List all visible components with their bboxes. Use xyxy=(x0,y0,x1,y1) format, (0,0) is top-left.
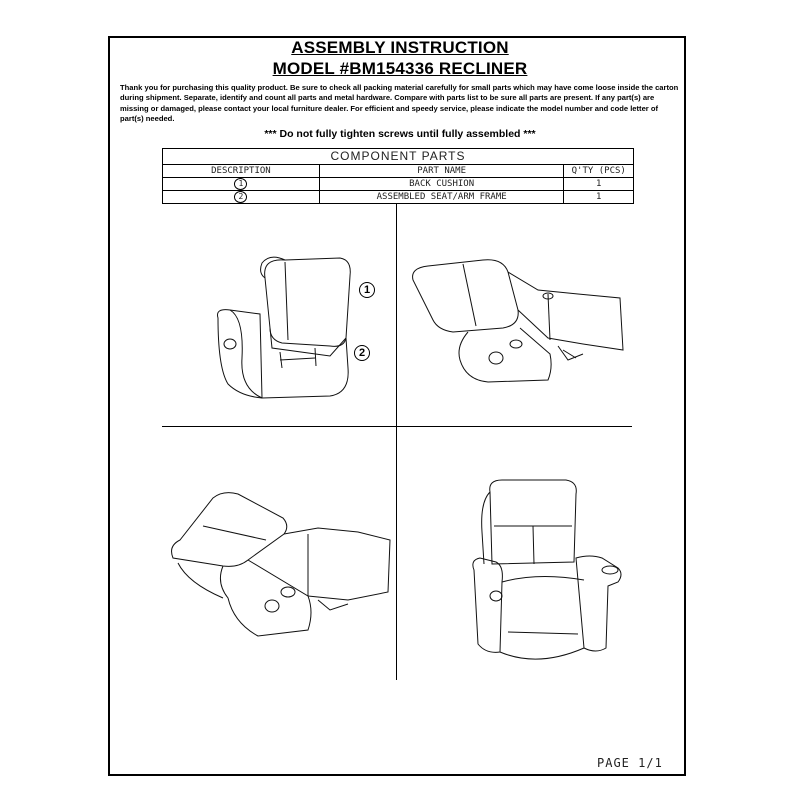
row-id-cell xyxy=(163,178,320,191)
qty-cell: 1 xyxy=(564,178,634,191)
column-header-description: DESCRIPTION xyxy=(163,165,320,178)
qty-cell: 1 xyxy=(564,191,634,204)
intro-paragraph: Thank you for purchasing this quality product. Be sure to check all packing material carefully for small parts which may have come loose inside the carton during shipment. Separate, identify and count all parts and metal hardware. Compare with parts list to be sure all parts are present. If any part(s) are missing or damaged, please contact your local furniture dealer. For efficient and speedy service, please indicate the model number and code letter of part(s) needed. xyxy=(120,83,679,123)
table-row xyxy=(163,191,634,204)
table-caption-row xyxy=(163,149,634,165)
quadrant-divider-vertical xyxy=(396,204,397,680)
column-header-qty: Q'TY (PCS) xyxy=(564,165,634,178)
column-header-part-name: PART NAME xyxy=(319,165,564,178)
table-row xyxy=(163,178,634,191)
step3-reclined-chair-illustration xyxy=(168,488,394,648)
page-number: PAGE 1/1 xyxy=(597,756,663,770)
table-caption: COMPONENT PARTS xyxy=(163,149,634,165)
warning-note: *** Do not fully tighten screws until fully assembled *** xyxy=(264,128,536,140)
part-name-cell: BACK CUSHION xyxy=(319,178,564,191)
part-number-badge: 2 xyxy=(234,191,247,203)
table-header-row xyxy=(163,165,634,178)
document-title: ASSEMBLY INSTRUCTION xyxy=(291,38,509,57)
step2-reclined-chair-illustration xyxy=(408,250,628,390)
part-number-badge: 1 xyxy=(234,178,247,190)
part-1-callout: 1 xyxy=(359,282,375,298)
parts-table xyxy=(162,148,634,204)
step1-recliner-parts-illustration xyxy=(210,248,360,408)
quadrant-divider-horizontal xyxy=(162,426,632,427)
step4-upright-recliner-illustration xyxy=(468,472,628,672)
model-title: MODEL #BM154336 RECLINER xyxy=(272,59,528,78)
part-2-callout: 2 xyxy=(354,345,370,361)
part-name-cell: ASSEMBLED SEAT/ARM FRAME xyxy=(319,191,564,204)
row-id-cell xyxy=(163,191,320,204)
